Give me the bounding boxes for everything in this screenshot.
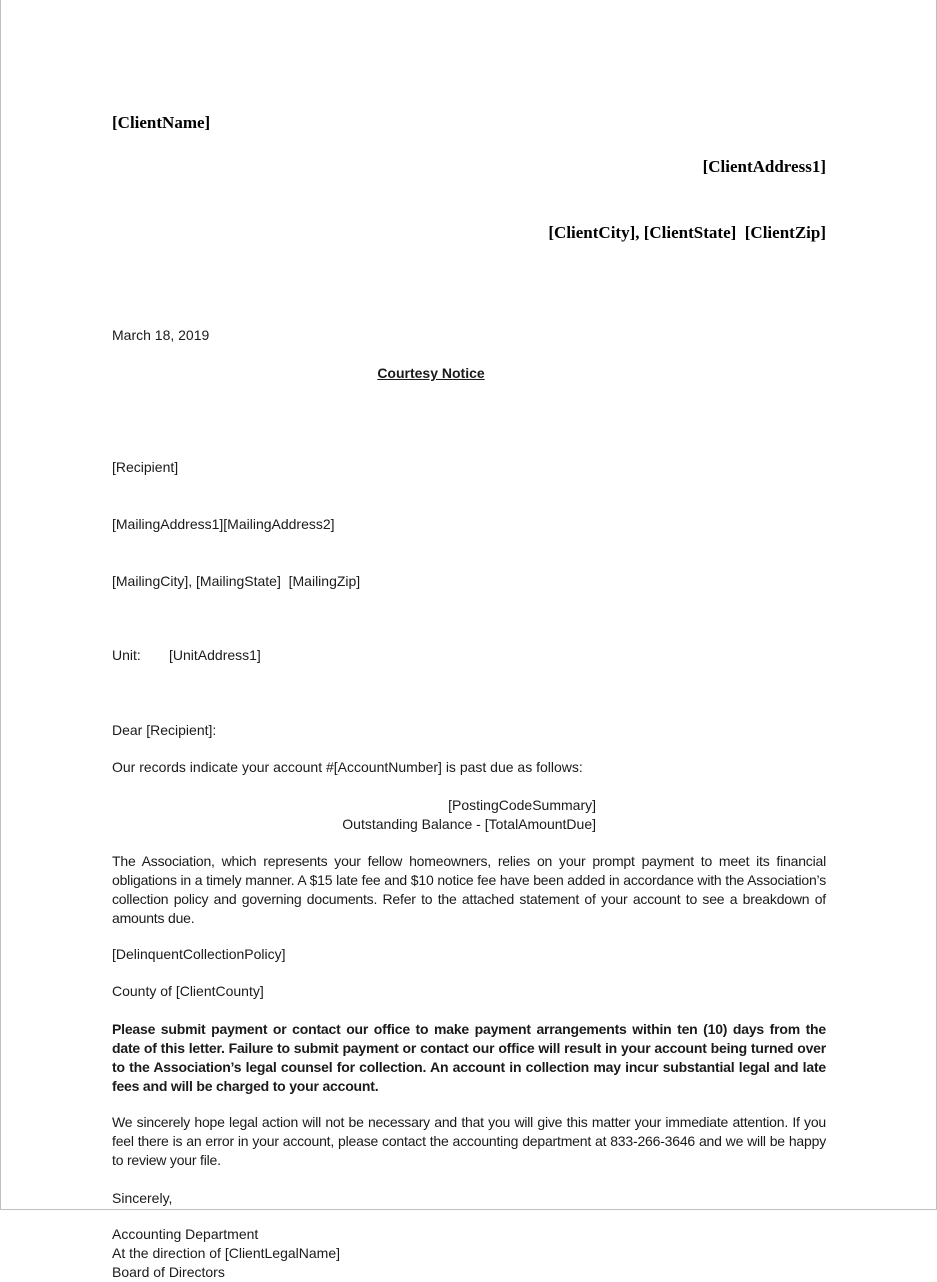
signature-direction: At the direction of [ClientLegalName] xyxy=(112,1245,341,1261)
unit-label: Unit: xyxy=(112,647,141,663)
recipient-city-state-zip: [MailingCity], [MailingState] [MailingZip] xyxy=(112,573,361,589)
salutation: Dear [Recipient]: xyxy=(112,722,217,738)
balance-block xyxy=(112,796,596,834)
client-name: [ClientName] xyxy=(112,113,211,132)
recipient-mailing-address: [MailingAddress1][MailingAddress2] xyxy=(112,516,335,532)
closing-sincerely: Sincerely, xyxy=(112,1190,173,1206)
intro-line: Our records indicate your account #[AccountNumber] is past due as follows: xyxy=(112,759,583,775)
delinquent-collection-policy: [DelinquentCollectionPolicy] xyxy=(112,946,286,962)
unit-address: [UnitAddress1] xyxy=(169,647,261,663)
signature-board: Board of Directors xyxy=(112,1264,225,1280)
recipient-name: [Recipient] xyxy=(112,459,179,475)
client-address-line2: [ClientCity], [ClientState] [ClientZip] xyxy=(548,223,826,242)
unit-line xyxy=(112,646,826,665)
letter-header xyxy=(112,112,826,288)
client-address-line1: [ClientAddress1] xyxy=(702,157,826,176)
posting-code-summary: [PostingCodeSummary] xyxy=(448,797,596,813)
client-address-block xyxy=(548,112,826,288)
recipient-block xyxy=(112,420,826,629)
letter-date: March 18, 2019 xyxy=(112,327,210,343)
signature-block xyxy=(112,1225,826,1282)
paragraph-legal-action: We sincerely hope legal action will not be necessary and that you will give this matter your immediate attention. If you feel there is an error in your account, please contact the accounting department at 833-266-3646 and we will be happy to review your file. xyxy=(112,1114,826,1168)
outstanding-balance: Outstanding Balance - [TotalAmountDue] xyxy=(342,816,596,832)
signature-department: Accounting Department xyxy=(112,1226,259,1242)
paragraph-association: The Association, which represents your fellow homeowners, relies on your prompt payment to meet its financial obligations in a timely manner. A $15 late fee and $10 notice fee have been added in accordance with the Association’s collection policy and governing documents. Refer to the attached statement of your account to see a breakdown of amounts due. xyxy=(112,853,826,926)
notice-title: Courtesy Notice xyxy=(377,365,485,381)
county-line: County of [ClientCounty] xyxy=(112,983,264,999)
paragraph-payment-demand: Please submit payment or contact our office to make payment arrangements within ten (10) days from the date of this letter. Failure to submit payment or contact our office will result in your account being turned over to the Association’s legal counsel for collection. An account in collection may incur substantial legal and late fees and will be charged to your account. xyxy=(112,1021,826,1094)
